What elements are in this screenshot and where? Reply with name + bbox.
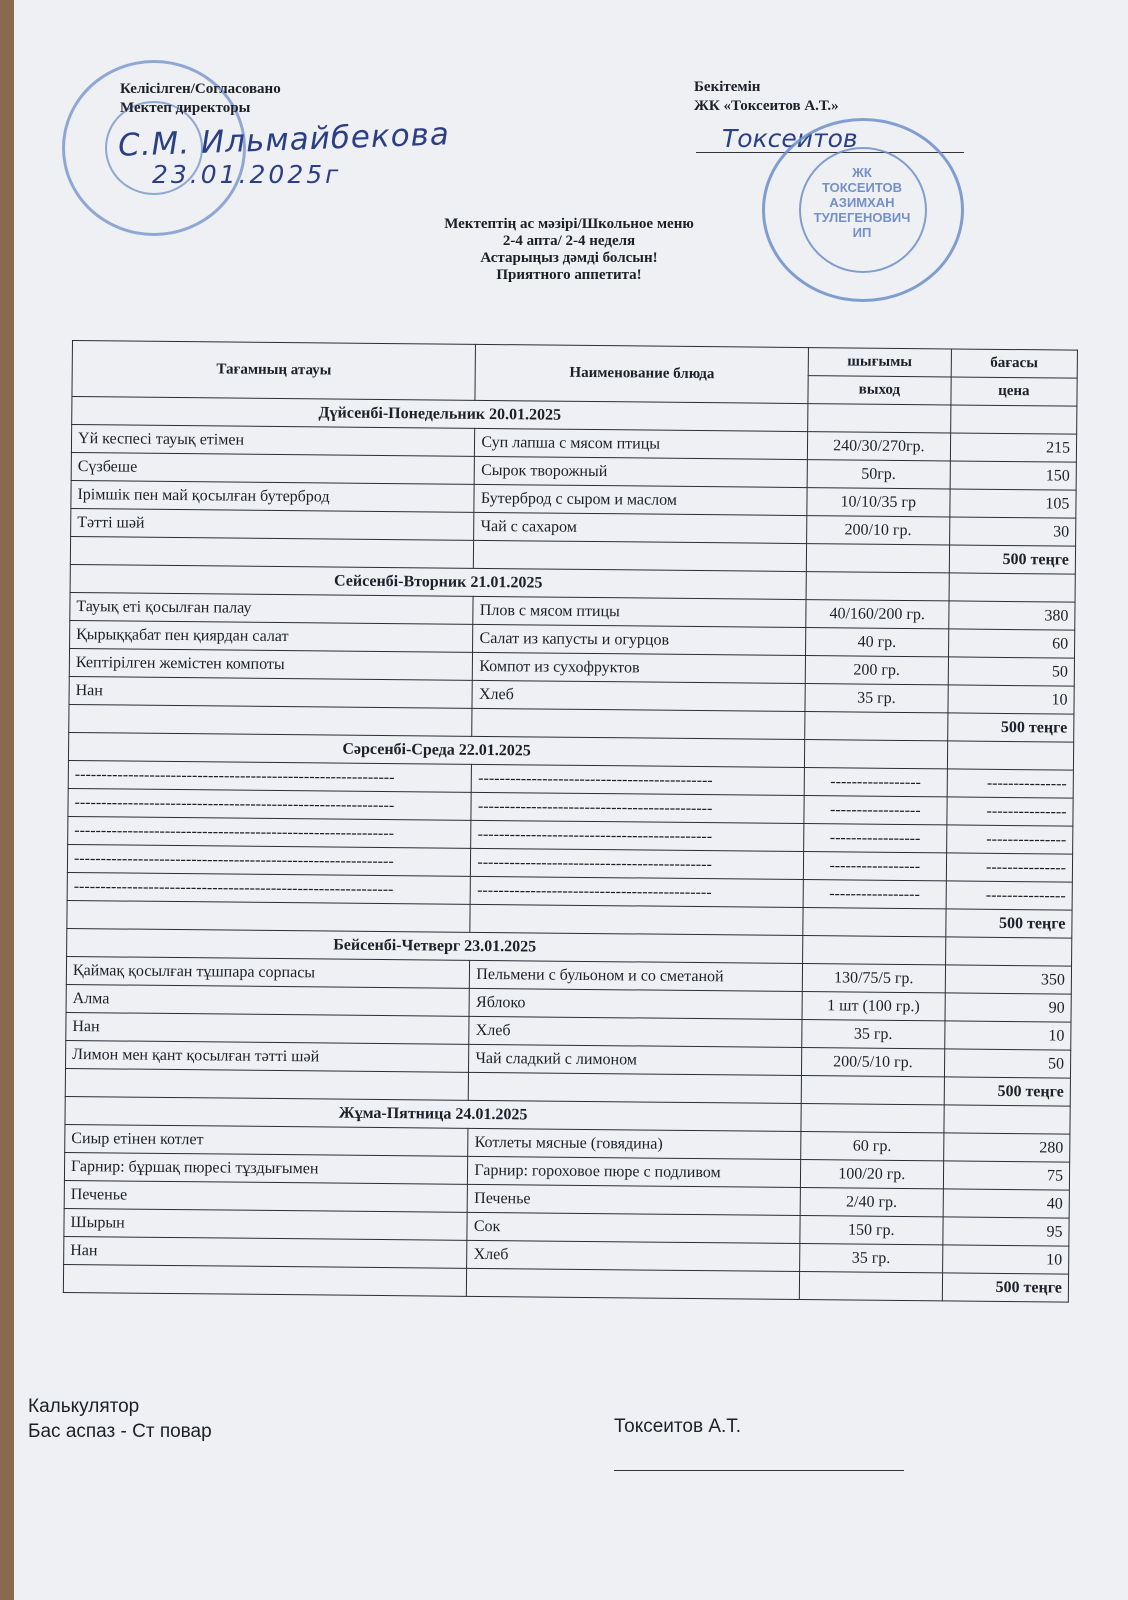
owner-signature: Токсеитов xyxy=(722,124,858,153)
dish-output: 35 гр. xyxy=(802,1020,945,1049)
dish-name-ru: Чай сладкий с лимоном xyxy=(469,1044,802,1075)
dish-name-kz: Қырыққабат пен қиярдан салат xyxy=(70,620,474,652)
director-signature: С.М. Ильмайбекова xyxy=(117,116,451,164)
dish-name-kz: Тәтті шәй xyxy=(71,508,475,540)
dish-price: 350 xyxy=(945,965,1072,994)
empty-cell xyxy=(467,1268,800,1299)
dish-price: 30 xyxy=(949,517,1076,546)
dish-output: ----------------- xyxy=(804,768,947,797)
dish-name-kz: Алма xyxy=(66,984,470,1016)
dish-output: 200 гр. xyxy=(805,656,948,685)
dish-name-kz: Сүзбеше xyxy=(71,452,475,484)
dish-price: 40 xyxy=(943,1189,1070,1218)
day-total: 500 теңге xyxy=(945,909,1072,938)
dish-name-ru: Гарнир: гороховое пюре с подливом xyxy=(468,1156,801,1187)
dish-name-ru: Яблоко xyxy=(469,988,802,1019)
day-name: Дүйсенбі-Понедельник 20.01.2025 xyxy=(72,397,808,432)
empty-cell xyxy=(801,1104,944,1133)
dish-name-kz: Ірімшік пен май қосылған бутерброд xyxy=(71,480,475,512)
footer-chef: Бас аспаз - Ст повар xyxy=(28,1421,212,1442)
day-total: 500 теңге xyxy=(949,545,1076,574)
footer-calculator: Калькулятор xyxy=(28,1396,140,1417)
menu-title: Мектептің ас мәзірі/Школьное меню 2-4 апта/ 2-4 неделя Астарыңыз дәмді болсын! Приятного аппетита! xyxy=(444,216,694,283)
dish-name-ru: Бутерброд с сыром и маслом xyxy=(474,484,807,515)
signature-date: 23.01.2025г xyxy=(152,160,342,189)
dish-output: 2/40 гр. xyxy=(800,1188,943,1217)
empty-cell xyxy=(801,1076,944,1105)
dish-output: 35 гр. xyxy=(800,1244,943,1273)
header-price-ru: цена xyxy=(951,377,1078,406)
approval-left-line1: Келісілген/Согласовано xyxy=(120,81,281,97)
dish-name-kz: Лимон мен қант қосылған тәтті шәй xyxy=(66,1040,470,1072)
dish-price: 90 xyxy=(945,993,1072,1022)
menu-document xyxy=(14,0,1128,1600)
dish-name-ru: Хлеб xyxy=(467,1240,800,1271)
dish-name-kz: Нан xyxy=(64,1236,468,1268)
dish-price: 280 xyxy=(943,1133,1070,1162)
empty-cell xyxy=(799,1272,942,1301)
empty-cell xyxy=(805,712,948,741)
empty-cell xyxy=(65,1068,469,1100)
dish-price: 10 xyxy=(942,1245,1069,1274)
empty-cell xyxy=(469,1072,802,1103)
empty-cell xyxy=(803,908,946,937)
empty-cell xyxy=(806,544,949,573)
empty-cell xyxy=(804,740,947,769)
empty-cell xyxy=(470,904,803,935)
approval-right-line2: ЖК «Токсеитов А.Т.» xyxy=(694,98,839,114)
dish-output: 130/75/5 гр. xyxy=(802,964,945,993)
day-name: Сейсенбі-Вторник 21.01.2025 xyxy=(70,564,806,599)
empty-cell xyxy=(950,405,1077,434)
dish-price: 50 xyxy=(948,657,1075,686)
dish-output: 10/10/35 гр xyxy=(807,488,950,517)
dish-name-ru: -------------------------------------------- xyxy=(471,792,804,823)
approval-right-line1: Бекітемін xyxy=(694,79,761,95)
dish-price: 105 xyxy=(949,489,1076,518)
dish-output: 200/10 гр. xyxy=(807,516,950,545)
dish-name-ru: Печенье xyxy=(468,1184,801,1215)
dish-price: --------------- xyxy=(946,881,1073,910)
dish-price: 380 xyxy=(948,601,1075,630)
dish-name-kz: Нан xyxy=(69,676,473,708)
day-name: Жұма-Пятница 24.01.2025 xyxy=(65,1096,801,1131)
approval-left-line2: Мектеп директоры xyxy=(120,100,251,116)
dish-name-kz: ------------------------------------------------------------ xyxy=(68,788,472,820)
empty-cell xyxy=(63,1264,467,1296)
empty-cell xyxy=(806,572,949,601)
dish-output: 35 гр. xyxy=(805,684,948,713)
day-name: Сәрсенбі-Среда 22.01.2025 xyxy=(68,732,804,767)
dish-name-ru: Сырок творожный xyxy=(475,456,808,487)
empty-cell xyxy=(949,573,1076,602)
dish-name-ru: Плов с мясом птицы xyxy=(473,596,806,627)
dish-price: --------------- xyxy=(946,797,1073,826)
dish-name-kz: ------------------------------------------------------------ xyxy=(68,816,472,848)
dish-name-ru: Пельмени с бульоном и со сметаной xyxy=(470,960,803,991)
empty-cell xyxy=(808,404,951,433)
empty-cell xyxy=(472,708,805,739)
dish-price: 95 xyxy=(942,1217,1069,1246)
dish-output: 100/20 гр. xyxy=(800,1160,943,1189)
dish-output: ----------------- xyxy=(803,880,946,909)
dish-name-kz: Гарнир: бұршақ пюресі тұздығымен xyxy=(64,1152,468,1184)
dish-name-ru: -------------------------------------------- xyxy=(471,876,804,907)
footer-signature-line xyxy=(614,1470,904,1471)
dish-price: 60 xyxy=(948,629,1075,658)
dish-price: 10 xyxy=(944,1021,1071,1050)
dish-output: 240/30/270гр. xyxy=(807,432,950,461)
company-stamp-icon: ЖК ТОКСЕИТОВ АЗИМХАН ТУЛЕГЕНОВИЧ ИП xyxy=(762,118,964,302)
dish-name-ru: Хлеб xyxy=(472,680,805,711)
dish-output: 50гр. xyxy=(807,460,950,489)
empty-cell xyxy=(70,536,474,568)
dish-name-ru: Сок xyxy=(467,1212,800,1243)
footer-left xyxy=(28,1394,212,1444)
dish-name-ru: -------------------------------------------- xyxy=(472,764,805,795)
dish-name-ru: Хлеб xyxy=(469,1016,802,1047)
dish-name-kz: Печенье xyxy=(64,1180,468,1212)
dish-name-kz: Үй кеспесі тауық етімен xyxy=(71,425,475,457)
day-total: 500 теңге xyxy=(944,1077,1071,1106)
empty-cell xyxy=(945,937,1072,966)
dish-name-ru: Компот из сухофруктов xyxy=(473,652,806,683)
header-output-ru: выход xyxy=(808,376,951,405)
dish-output: ----------------- xyxy=(804,796,947,825)
empty-cell xyxy=(803,936,946,965)
dish-name-kz: Шырын xyxy=(64,1208,468,1240)
header-output-kz: шығымы xyxy=(808,348,951,377)
approval-block-left xyxy=(120,80,281,118)
header-price-kz: бағасы xyxy=(951,349,1078,378)
dish-name-kz: ------------------------------------------------------------ xyxy=(67,844,471,876)
empty-cell xyxy=(474,540,807,571)
dish-output: ----------------- xyxy=(804,824,947,853)
dish-output: 40 гр. xyxy=(806,628,949,657)
dish-name-kz: ------------------------------------------------------------ xyxy=(68,760,472,792)
dish-price: --------------- xyxy=(946,825,1073,854)
day-total: 500 теңге xyxy=(947,713,1074,742)
day-name: Бейсенбі-Четверг 23.01.2025 xyxy=(67,928,803,963)
dish-name-kz: Сиыр етінен котлет xyxy=(65,1124,469,1156)
dish-name-ru: Салат из капусты и огурцов xyxy=(473,624,806,655)
menu-body xyxy=(63,397,1077,1303)
dish-name-kz: Тауық еті қосылған палау xyxy=(70,592,474,624)
dish-price: --------------- xyxy=(946,853,1073,882)
empty-cell xyxy=(67,900,471,932)
footer-name: Токсеитов А.Т. xyxy=(614,1416,742,1437)
approval-block-right xyxy=(694,78,839,116)
empty-cell xyxy=(944,1105,1071,1134)
header-name-kz: Тағамның атауы xyxy=(72,341,476,401)
dish-output: 40/160/200 гр. xyxy=(806,600,949,629)
dish-price: 10 xyxy=(948,685,1075,714)
dish-name-ru: Чай с сахаром xyxy=(474,512,807,543)
dish-output: 200/5/10 гр. xyxy=(802,1048,945,1077)
dish-price: 215 xyxy=(950,433,1077,462)
empty-cell xyxy=(69,704,473,736)
dish-name-ru: Котлеты мясные (говядина) xyxy=(468,1128,801,1159)
dish-price: 75 xyxy=(943,1161,1070,1190)
dish-name-ru: -------------------------------------------- xyxy=(471,848,804,879)
dish-output: 60 гр. xyxy=(801,1132,944,1161)
dish-output: 1 шт (100 гр.) xyxy=(802,992,945,1021)
header-name-ru: Наименование блюда xyxy=(475,344,808,403)
day-total: 500 теңге xyxy=(942,1273,1069,1302)
empty-cell xyxy=(947,741,1074,770)
dish-price: --------------- xyxy=(947,769,1074,798)
menu-table xyxy=(63,340,1078,1303)
dish-name-kz: Кептірілген жемістен компоты xyxy=(69,648,473,680)
dish-name-kz: ------------------------------------------------------------ xyxy=(67,872,471,904)
dish-name-ru: Суп лапша с мясом птицы xyxy=(475,428,808,459)
dish-name-kz: Нан xyxy=(66,1012,470,1044)
dish-output: 150 гр. xyxy=(800,1216,943,1245)
dish-price: 150 xyxy=(950,461,1077,490)
dish-price: 50 xyxy=(944,1049,1071,1078)
dish-name-kz: Қаймақ қосылған тұшпара сорпасы xyxy=(66,956,470,988)
dish-output: ----------------- xyxy=(803,852,946,881)
dish-name-ru: -------------------------------------------- xyxy=(471,820,804,851)
